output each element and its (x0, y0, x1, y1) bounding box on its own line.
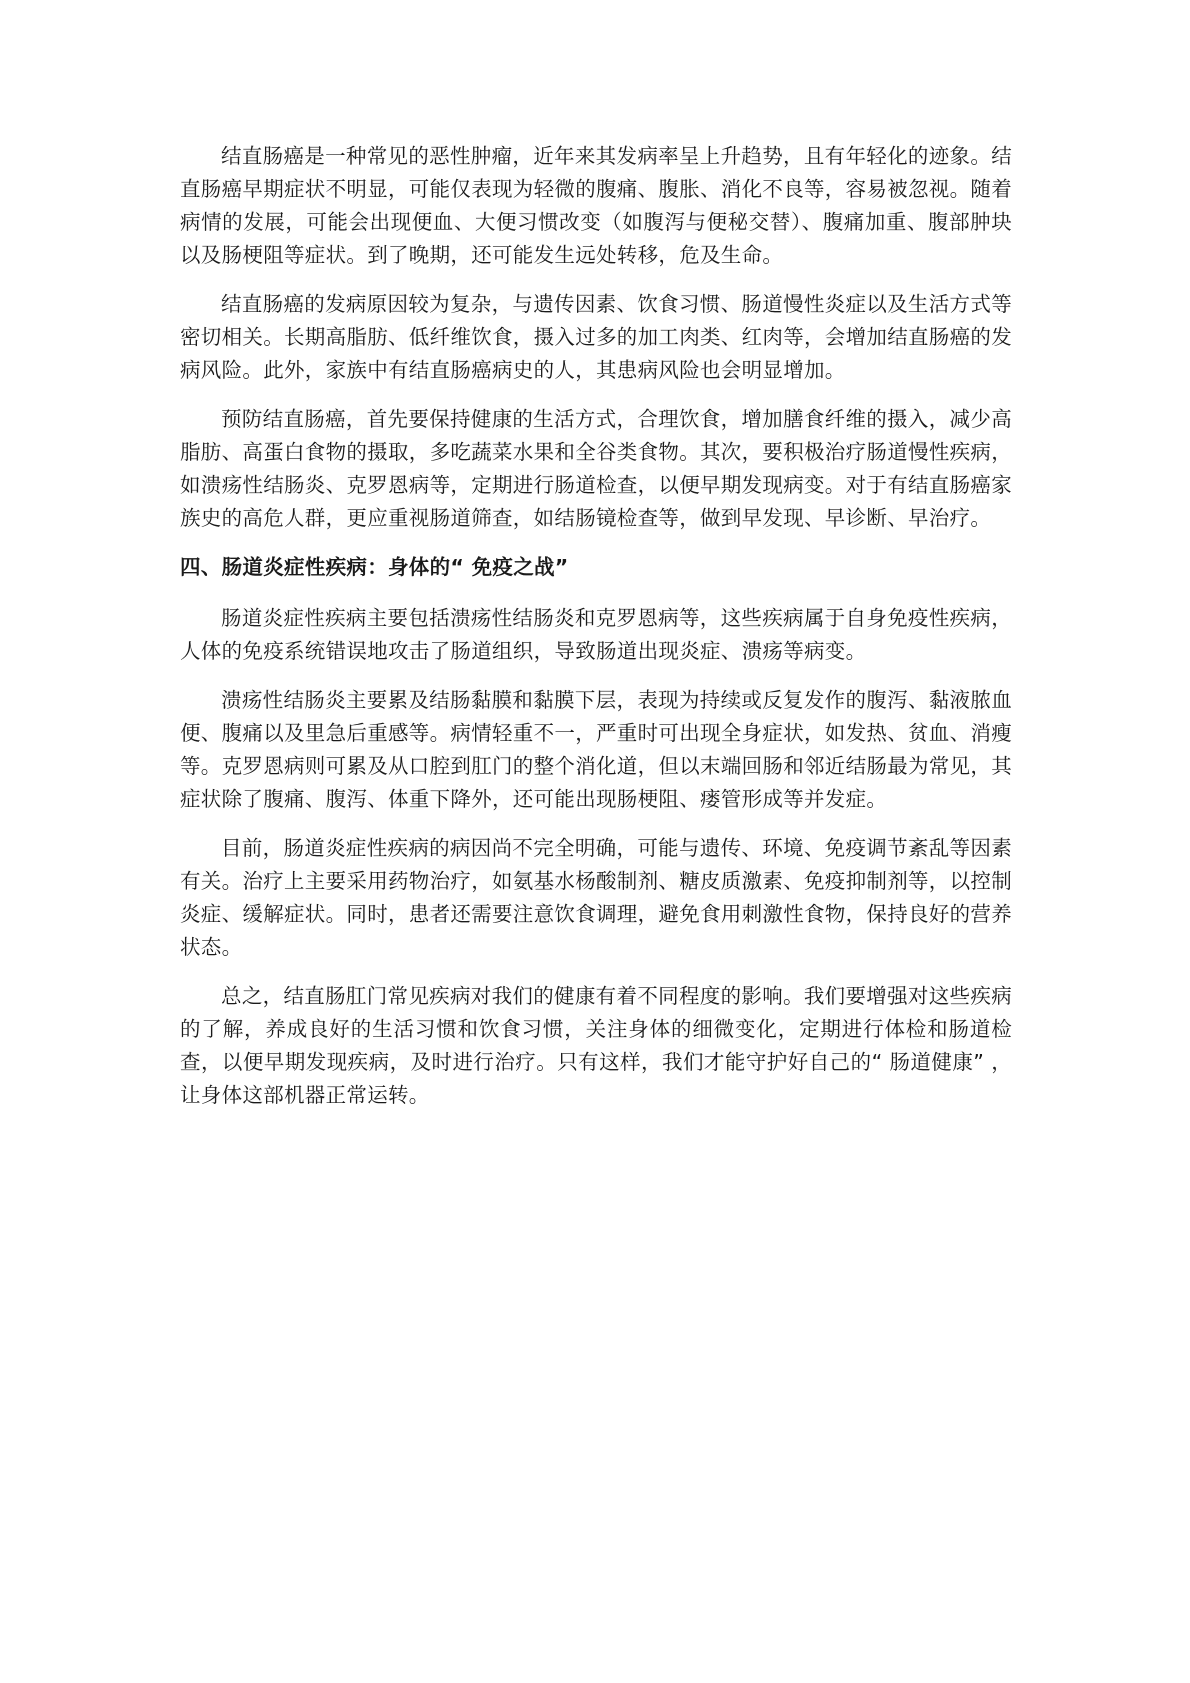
paragraph-colorectal-cancer-causes: 结直肠癌的发病原因较为复杂，与遗传因素、饮食习惯、肠道慢性炎症以及生活方式等密切相关。长期高脂肪、低纤维饮食，摄入过多的加工肉类、红肉等，会增加结直肠癌的发病风险。此外，家族中有结直肠癌病史的人，其患病风险也会明显增加。 (180, 292, 1012, 382)
paragraph-colorectal-cancer-symptoms: 结直肠癌是一种常见的恶性肿瘤，近年来其发病率呈上升趋势，且有年轻化的迹象。结直肠癌早期症状不明显，可能仅表现为轻微的腹痛、腹胀、消化不良等，容易被忽视。随着病情的发展，可能会出现便血、大便习惯改变（如腹泻与便秘交替）、腹痛加重、腹部肿块以及肠梗阻等症状。到了晚期，还可能发生远处转移，危及生命。 (180, 144, 1012, 267)
paragraph-conclusion: 总之，结直肠肛门常见疾病对我们的健康有着不同程度的影响。我们要增强对这些疾病的了解，养成良好的生活习惯和饮食习惯，关注身体的细微变化，定期进行体检和肠道检查，以便早期发现疾病，及时进行治疗。只有这样，我们才能守护好自己的“ 肠道健康” ，让身体这部机器正常运转。 (180, 984, 1012, 1107)
paragraph-ibd-symptoms: 溃疡性结肠炎主要累及结肠黏膜和黏膜下层，表现为持续或反复发作的腹泻、黏液脓血便、腹痛以及里急后重感等。病情轻重不一，严重时可出现全身症状，如发热、贫血、消瘦等。克罗恩病则可累及从口腔到肛门的整个消化道，但以末端回肠和邻近结肠最为常见，其症状除了腹痛、腹泻、体重下降外，还可能出现肠梗阻、瘘管形成等并发症。 (180, 688, 1012, 811)
paragraph-ibd-intro: 肠道炎症性疾病主要包括溃疡性结肠炎和克罗恩病等，这些疾病属于自身免疫性疾病，人体的免疫系统错误地攻击了肠道组织，导致肠道出现炎症、溃疡等病变。 (180, 606, 1012, 663)
section-heading-ibd: 四、肠道炎症性疾病：身体的“ 免疫之战” (180, 555, 569, 579)
document-page (180, 140, 1012, 1128)
paragraph-ibd-treatment: 目前，肠道炎症性疾病的病因尚不完全明确，可能与遗传、环境、免疫调节紊乱等因素有关。治疗上主要采用药物治疗，如氨基水杨酸制剂、糖皮质激素、免疫抑制剂等，以控制炎症、缓解症状。同时，患者还需要注意饮食调理，避免食用刺激性食物，保持良好的营养状态。 (180, 836, 1012, 959)
paragraph-colorectal-cancer-prevention: 预防结直肠癌，首先要保持健康的生活方式，合理饮食，增加膳食纤维的摄入，减少高脂肪、高蛋白食物的摄取，多吃蔬菜水果和全谷类食物。其次，要积极治疗肠道慢性疾病，如溃疡性结肠炎、克罗恩病等，定期进行肠道检查，以便早期发现病变。对于有结直肠癌家族史的高危人群，更应重视肠道筛查，如结肠镜检查等，做到早发现、早诊断、早治疗。 (180, 407, 1012, 530)
